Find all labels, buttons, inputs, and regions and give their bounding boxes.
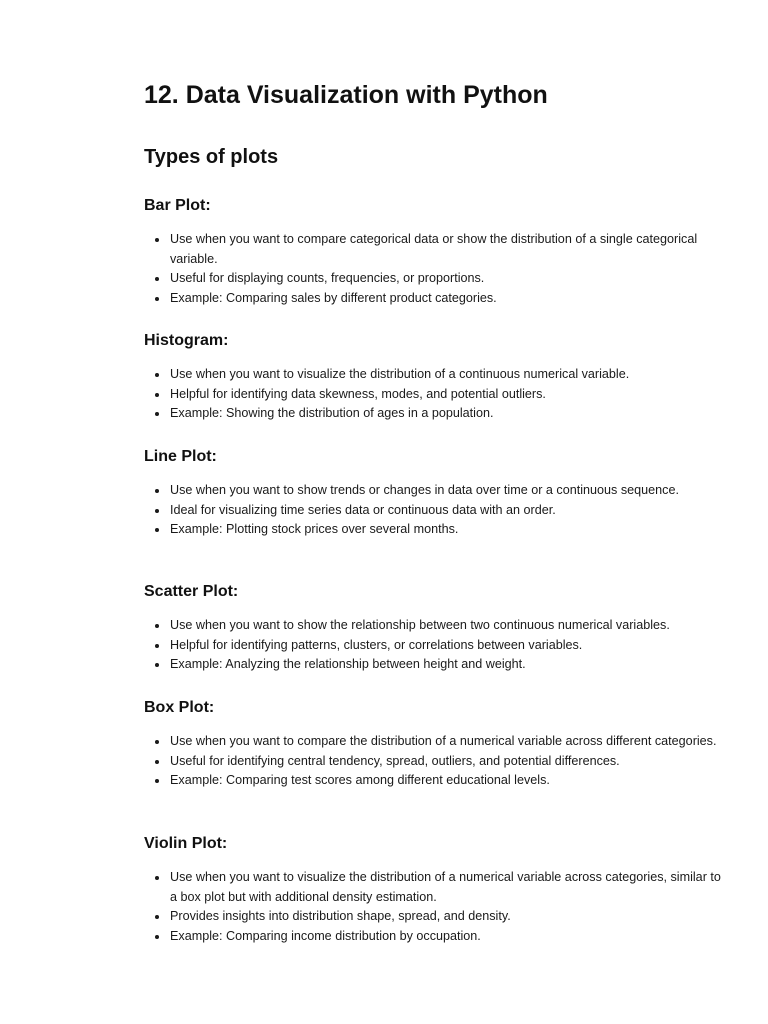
list-item-text: Example: Comparing test scores among different educational levels. — [170, 773, 550, 787]
list-item — [144, 616, 724, 636]
plot-heading: Line Plot: — [144, 448, 217, 465]
list-item-text: Useful for displaying counts, frequencies, or proportions. — [170, 271, 485, 285]
list-item-text: Provides insights into distribution shape, spread, and density. — [170, 909, 511, 923]
plot-section-violin — [144, 834, 724, 946]
bullet-icon — [155, 412, 159, 416]
bullet-icon — [155, 663, 159, 667]
list-item-text: Helpful for identifying data skewness, modes, and potential outliers. — [170, 386, 546, 401]
plot-heading: Scatter Plot: — [144, 583, 239, 600]
list-item — [144, 269, 724, 289]
bullet-icon — [155, 509, 159, 513]
list-item — [144, 385, 724, 405]
list-item-text: Use when you want to compare the distribution of a numerical variable across different categories. — [170, 734, 717, 748]
section-title: Types of plots — [144, 146, 279, 168]
bullet-icon — [155, 528, 159, 532]
bullet-icon — [155, 876, 159, 880]
list-item — [144, 907, 724, 927]
list-item-text: Example: Showing the distribution of ages in a population. — [170, 406, 494, 420]
bullet-icon — [155, 277, 159, 281]
list-item — [144, 752, 724, 772]
bullet-icon — [155, 760, 159, 764]
bullet-icon — [155, 740, 159, 744]
list-item-text: Example: Plotting stock prices over several months. — [170, 522, 459, 536]
list-item — [144, 289, 724, 309]
list-item-text: Use when you want to show trends or changes in data over time or a continuous sequence. — [170, 483, 679, 497]
list-item — [144, 520, 724, 540]
plot-section-scatter — [144, 582, 724, 675]
list-item — [144, 771, 724, 791]
bullet-list — [144, 481, 724, 540]
bullet-list — [144, 365, 724, 424]
bullet-icon — [155, 297, 159, 301]
bullet-icon — [155, 373, 159, 377]
bullet-icon — [155, 238, 159, 242]
list-item — [144, 732, 724, 752]
bullet-icon — [155, 935, 159, 939]
list-item-text: Use when you want to visualize the distribution of a numerical variable across categories, similar to a box plot but with additional density estimation. — [170, 870, 721, 904]
plot-section-box — [144, 698, 724, 791]
list-item — [144, 365, 724, 385]
list-item — [144, 655, 724, 675]
bullet-list — [144, 732, 724, 791]
list-item-text: Use when you want to show the relationship between two continuous numerical variables. — [170, 618, 670, 632]
bullet-icon — [155, 489, 159, 493]
list-item — [144, 636, 724, 656]
plot-section-histogram — [144, 331, 724, 424]
bullet-icon — [155, 624, 159, 628]
bullet-icon — [155, 779, 159, 783]
list-item — [144, 927, 724, 947]
bullet-list — [144, 616, 724, 675]
plot-heading: Violin Plot: — [144, 835, 228, 852]
document-page — [144, 78, 724, 943]
bullet-icon — [155, 644, 159, 648]
bullet-icon — [155, 915, 159, 919]
plot-heading: Histogram: — [144, 332, 229, 349]
list-item-text: Example: Comparing income distribution by occupation. — [170, 928, 481, 943]
list-item — [144, 501, 724, 521]
page-title: 12. Data Visualization with Python — [144, 81, 548, 109]
plot-heading: Box Plot: — [144, 699, 215, 716]
bullet-list — [144, 230, 724, 308]
plot-section-line — [144, 447, 724, 540]
list-item-text: Ideal for visualizing time series data or continuous data with an order. — [170, 502, 556, 517]
plot-section-bar — [144, 196, 724, 308]
list-item-text: Example: Analyzing the relationship between height and weight. — [170, 657, 526, 671]
list-item-text: Use when you want to visualize the distribution of a continuous numerical variable. — [170, 367, 630, 381]
list-item — [144, 230, 724, 269]
list-item-text: Helpful for identifying patterns, clusters, or correlations between variables. — [170, 637, 583, 652]
list-item — [144, 481, 724, 501]
plot-heading: Bar Plot: — [144, 197, 211, 214]
list-item-text: Use when you want to compare categorical data or show the distribution of a single categorical variable. — [170, 232, 698, 266]
list-item-text: Useful for identifying central tendency, spread, outliers, and potential differences. — [170, 753, 620, 768]
list-item — [144, 404, 724, 424]
bullet-icon — [155, 393, 159, 397]
list-item-text: Example: Comparing sales by different product categories. — [170, 290, 497, 305]
list-item — [144, 868, 724, 907]
bullet-list — [144, 868, 724, 946]
